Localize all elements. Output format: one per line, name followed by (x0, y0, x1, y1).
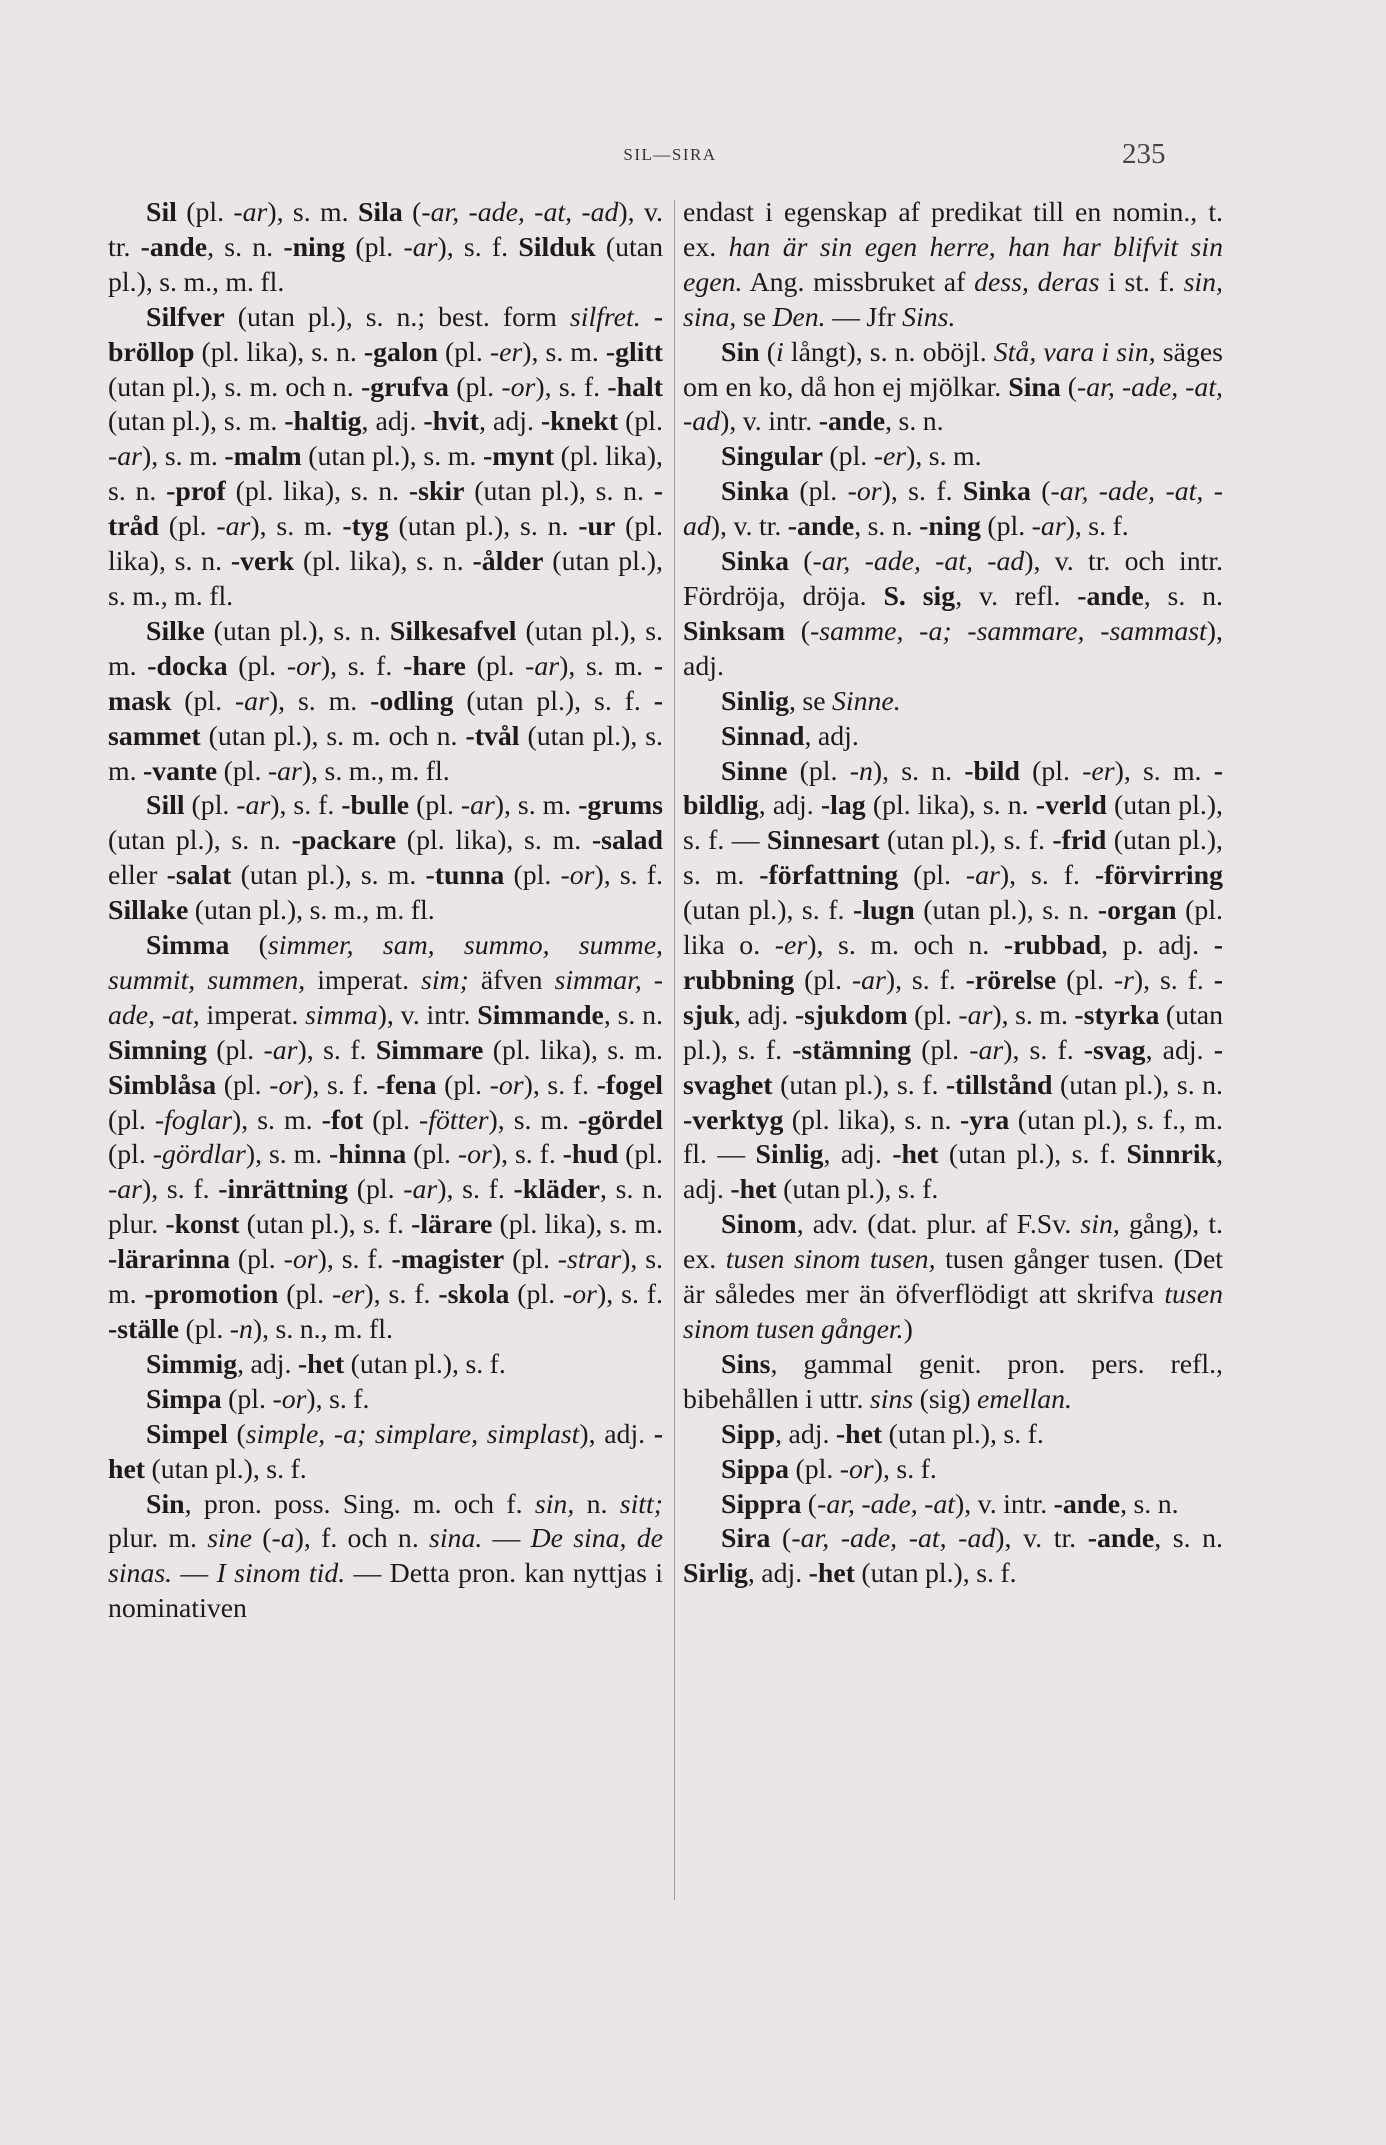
dictionary-entry: Simpel (simple, -a; simplare, simplast), adj. -het (utan pl.), s. f. (108, 1418, 663, 1485)
dictionary-entry: Sinne (pl. -n), s. n. -bild (pl. -er), s. m. -bildlig, adj. -lag (pl. lika), s. n. -verld (utan pl.), s. f. — Sinnesart (utan pl.), s. f. -frid (utan pl.), s. m. -författning (pl. -ar), s. f. -förvirring (utan pl.), s. f. -lugn (utan pl.), s. n. -organ (pl. lika o. -er), s. m. och n. -rubbad, p. adj. -rubbning (pl. -ar), s. f. -rörelse (pl. -r), s. f. -sjuk, adj. -sjukdom (pl. -ar), s. m. -styrka (utan pl.), s. f. -stämning (pl. -ar), s. f. -svag, adj. -svaghet (utan pl.), s. f. -tillstånd (utan pl.), s. n. -verktyg (pl. lika), s. n. -yra (utan pl.), s. f., m. fl. — Sinlig, adj. -het (utan pl.), s. f. Sinnrik, adj. -het (utan pl.), s. f. (683, 755, 1224, 1206)
dictionary-entry: Sin, pron. poss. Sing. m. och f. sin, n. sitt; plur. m. sine (-a), f. och n. sina. — De sina, de sinas. — I sinom tid. — Detta pron. kan nyttjas i nominativen (108, 1488, 663, 1625)
dictionary-entry: Simpa (pl. -or), s. f. (146, 1383, 370, 1415)
dictionary-entry: Sins, gammal genit. pron. pers. refl., bibehållen i uttr. sins (sig) emellan. (683, 1348, 1223, 1415)
dictionary-entry: Sipp, adj. -het (utan pl.), s. f. (721, 1418, 1044, 1450)
dictionary-entry: Sinka (-ar, -ade, -at, -ad), v. tr. och intr. Fördröja, dröja. S. sig, v. refl. -ande, s. n. Sinksam (-samme, -a; -sammare, -sammast), adj. (683, 546, 1224, 682)
dictionary-entry: Sil (pl. -ar), s. m. Sila (-ar, -ade, -at, -ad), v. tr. -ande, s. n. -ning (pl. -ar), s. f. Silduk (utan pl.), s. m., m. fl. (108, 197, 663, 298)
dictionary-entry: Sippa (pl. -or), s. f. (721, 1453, 937, 1485)
dictionary-entry: Singular (pl. -er), s. m. (721, 441, 982, 473)
page-number: 235 (1122, 138, 1166, 170)
dictionary-entry: Sill (pl. -ar), s. f. -bulle (pl. -ar), s. m. -grums (utan pl.), s. n. -packare (pl. lika), s. m. -salad eller -salat (utan pl.), s. m. -tunna (pl. -or), s. f. Sillake (utan pl.), s. m., m. fl. (108, 790, 664, 927)
dictionary-entry: Sippra (-ar, -ade, -at), v. intr. -ande, s. n. (721, 1488, 1179, 1520)
dictionary-entry: Sinka (pl. -or), s. f. Sinka (-ar, -ade, -at, -ad), v. tr. -ande, s. n. -ning (pl. -ar), s. f. (683, 476, 1223, 543)
dictionary-entry: Sinnad, adj. (721, 720, 859, 752)
dictionary-entry: Sinom, adv. (dat. plur. af F.Sv. sin, gång), t. ex. tusen sinom tusen, tusen gånger tusen. (Det är således mer än öfverflödigt att skrifva tusen sinom tusen gånger.) (683, 1209, 1224, 1345)
dictionary-entry: Sira (-ar, -ade, -at, -ad), v. tr. -ande, s. n. Sirlig, adj. -het (utan pl.), s. f. (683, 1523, 1223, 1590)
dictionary-entry: Simma (simmer, sam, summo, summe, summit, summen, imperat. sim; äfven simmar, -ade, -at, imperat. simma), v. intr. Simmande, s. n. Simning (pl. -ar), s. f. Simmare (pl. lika), s. m. Simblåsa (pl. -or), s. f. -fena (pl. -or), s. f. -fogel (pl. -foglar), s. m. -fot (pl. -fötter), s. m. -gördel (pl. -gördlar), s. m. -hinna (pl. -or), s. f. -hud (pl. -ar), s. f. -inrättning (pl. -ar), s. f. -kläder, s. n. plur. -konst (utan pl.), s. f. -lärare (pl. lika), s. m. -lärarinna (pl. -or), s. f. -magister (pl. -strar), s. m. -promotion (pl. -er), s. f. -skola (pl. -or), s. f. -ställe (pl. -n), s. n., m. fl. (108, 930, 664, 1345)
dictionary-entry: Simmig, adj. -het (utan pl.), s. f. (146, 1348, 506, 1380)
running-head: SIL—SIRA (623, 145, 717, 164)
dictionary-entry: Silfver (utan pl.), s. n.; best. form silfret. -bröllop (pl. lika), s. n. -galon (pl. -er), s. m. -glitt (utan pl.), s. m. och n. -grufva (pl. -or), s. f. -halt (utan pl.), s. m. -haltig, adj. -hvit, adj. -knekt (pl. -ar), s. m. -malm (utan pl.), s. m. -mynt (pl. lika), s. n. -prof (pl. lika), s. n. -skir (utan pl.), s. n. -tråd (pl. -ar), s. m. -tyg (utan pl.), s. n. -ur (pl. lika), s. n. -verk (pl. lika), s. n. -ålder (utan pl.), s. m., m. fl. (108, 301, 663, 612)
left-column (108, 196, 663, 1627)
dictionary-entry: Sin (i långt), s. n. oböjl. Stå, vara i sin, säges om en ko, då hon ej mjölkar. Sina (-ar, -ade, -at, -ad), v. intr. -ande, s. n. (683, 336, 1223, 438)
column-divider (674, 200, 675, 1900)
dictionary-entry: Sinlig, se Sinne. (721, 685, 901, 717)
dictionary-entry: Silke (utan pl.), s. n. Silkesafvel (utan pl.), s. m. -docka (pl. -or), s. f. -hare (pl. -ar), s. m. -mask (pl. -ar), s. m. -odling (utan pl.), s. f. -sammet (utan pl.), s. m. och n. -tvål (utan pl.), s. m. -vante (pl. -ar), s. m., m. fl. (108, 615, 664, 787)
right-column (683, 196, 1223, 1592)
dictionary-entry: endast i egenskap af predikat till en nomin., t. ex. han är sin egen herre, han har blifvit sin egen. Ang. missbruket af dess, deras i st. f. sin, sina, se Den. — Jfr Sins. (683, 197, 1223, 333)
